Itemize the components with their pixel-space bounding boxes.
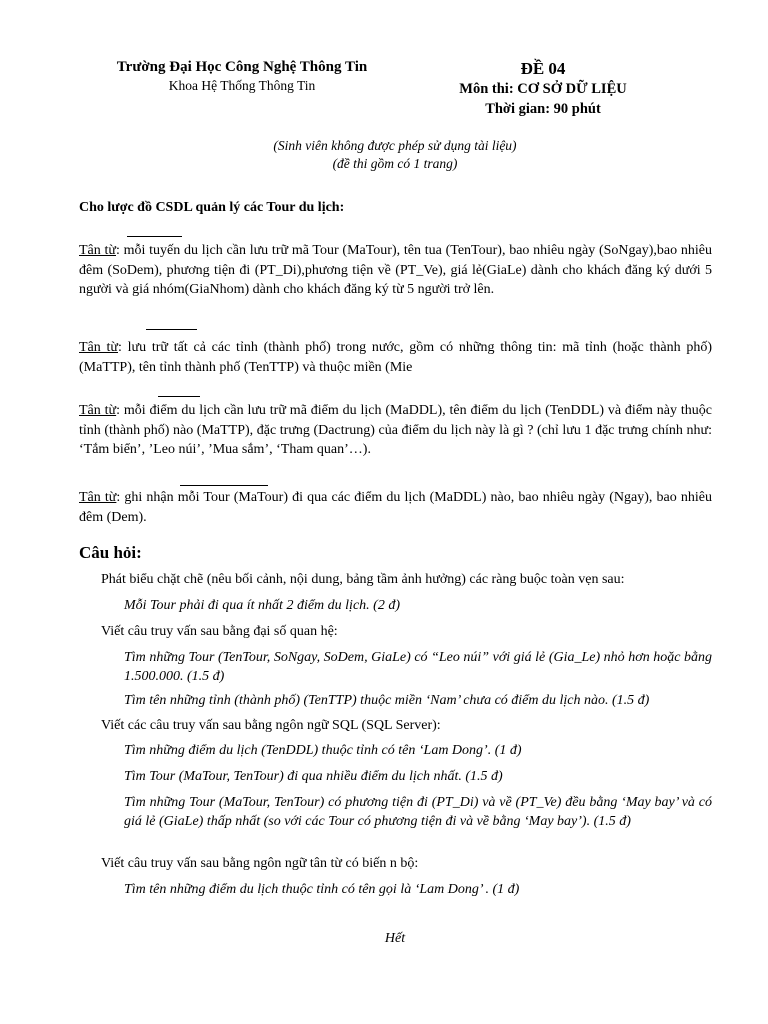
predicate-province — [79, 338, 712, 377]
predicate-label: Tân từ — [79, 490, 117, 505]
questions-heading: Câu hỏi: — [79, 543, 142, 562]
predicate-label: Tân từ — [79, 243, 116, 258]
question-item: Tìm những Tour (MaTour, TenTour) có phương tiện đi (PT_Di) và về (PT_Ve) đều bằng ‘May bay’ và có giá lẻ (GiaLe) thấp nhất (so với các Tour có phương tiện đi và về bằng ‘May bay’). (1.5 đ) — [124, 795, 712, 829]
note-page-count: (đề thi gồm có 1 trang) — [332, 156, 458, 171]
question-tuple-calculus: Viết câu truy vấn sau bằng ngôn ngữ tân từ có biến n bộ: — [101, 856, 419, 871]
predicate-label: Tân từ — [79, 340, 118, 355]
predicate-text: : mỗi điểm du lịch cần lưu trữ mã điểm du lịch (MaDDL), tên điểm du lịch (TenDDL) và điểm này thuộc tỉnh (thành phố) nào (MaTTP), đặc trưng (Dactrung) của điểm du lịch này là gì ? (chỉ lưu 1 đặc trưng chính như: ‘Tắm biển’, ’Leo núi’, ’Mua sắm’, ‘Tham quan’…). — [79, 403, 712, 457]
note-no-materials: (Sinh viên không được phép sử dụng tài liệu) — [273, 138, 517, 153]
schema-intro: Cho lược đồ CSDL quản lý các Tour du lịch: — [79, 200, 345, 215]
exam-duration: Thời gian: 90 phút — [485, 101, 601, 117]
end-marker: Hết — [384, 931, 406, 946]
predicate-label: Tân từ — [79, 403, 117, 418]
exam-subject: Môn thi: CƠ SỞ DỮ LIỆU — [459, 81, 627, 97]
relation-name-rule — [146, 329, 197, 330]
relation-name-rule — [127, 236, 182, 237]
faculty-name: Khoa Hệ Thống Thông Tin — [168, 78, 316, 93]
predicate-tour-destination — [79, 488, 712, 527]
exam-number: ĐỀ 04 — [520, 59, 566, 78]
predicate-text: : ghi nhận mỗi Tour (MaTour) đi qua các điểm du lịch (MaDDL) nào, bao nhiêu ngày (Ngay), bao nhiêu đêm (Dem). — [79, 490, 712, 525]
question-item: Tìm tên những điểm du lịch thuộc tỉnh có tên gọi là ‘Lam Dong’ . (1 đ) — [124, 882, 520, 897]
question-item: Mỗi Tour phải đi qua ít nhất 2 điểm du lịch. (2 đ) — [124, 598, 400, 613]
question-integrity-constraints: Phát biểu chặt chẽ (nêu bối cảnh, nội dung, bảng tầm ảnh hưởng) các ràng buộc toàn vẹn sau: — [101, 572, 625, 587]
question-item: Tìm Tour (MaTour, TenTour) đi qua nhiều điểm du lịch nhất. (1.5 đ) — [124, 769, 503, 784]
question-item: Tìm tên những tỉnh (thành phố) (TenTTP) thuộc miền ‘Nam’ chưa có điểm du lịch nào. (1.5 đ) — [124, 693, 650, 708]
question-relational-algebra: Viết câu truy vấn sau bằng đại số quan hệ: — [101, 624, 338, 639]
question-item: Tìm những điểm du lịch (TenDDL) thuộc tỉnh có tên ‘Lam Dong’. (1 đ) — [124, 743, 522, 758]
relation-name-rule — [180, 485, 268, 486]
predicate-tour — [79, 241, 712, 300]
question-sql: Viết các câu truy vấn sau bằng ngôn ngữ SQL (SQL Server): — [101, 718, 441, 733]
relation-name-rule — [158, 396, 200, 397]
school-name: Trường Đại Học Công Nghệ Thông Tin — [116, 59, 368, 75]
question-item: Tìm những Tour (TenTour, SoNgay, SoDem, GiaLe) có “Leo núi” với giá lẻ (Gia_Le) nhỏ hơn hoặc bằng 1.500.000. (1.5 đ) — [124, 650, 712, 684]
predicate-text: : mỗi tuyến du lịch cần lưu trữ mã Tour (MaTour), tên tua (TenTour), bao nhiêu ngày (SoNgay),bao nhiêu đêm (SoDem), phương tiện đi (PT_Di),phương tiện về (PT_Ve), giá lẻ(GiaLe) dành cho khách đăng ký dưới 5 người và giá nhóm(GiaNhom) dành cho khách đăng ký từ 5 người trở lên. — [79, 243, 712, 297]
predicate-destination — [79, 401, 712, 460]
predicate-text: : lưu trữ tất cả các tỉnh (thành phố) trong nước, gồm có những thông tin: mã tỉnh (hoặc thành phố) (MaTTP), tên tỉnh thành phố (TenTTP) và thuộc miền (Mie — [79, 340, 712, 375]
